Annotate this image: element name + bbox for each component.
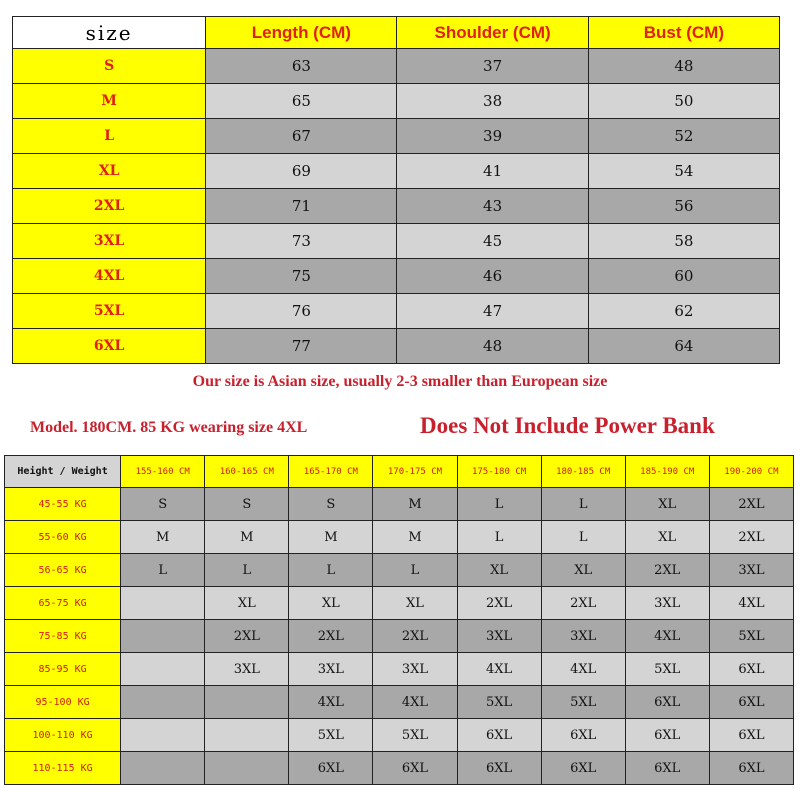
recommended-size-cell: XL	[625, 521, 709, 554]
recommended-size-cell: L	[121, 554, 205, 587]
recommended-size-cell: 4XL	[457, 653, 541, 686]
size-measurement-cell: 67	[206, 119, 397, 154]
size-row	[13, 294, 780, 329]
size-measurement-cell: 62	[588, 294, 779, 329]
size-measurement-cell: 52	[588, 119, 779, 154]
recommended-size-cell	[121, 719, 205, 752]
recommended-size-cell: S	[205, 488, 289, 521]
recommendation-row	[5, 686, 794, 719]
model-size-note: Model. 180CM. 85 KG wearing size 4XL	[30, 419, 308, 436]
size-label: S	[13, 49, 206, 84]
recommended-size-cell: 2XL	[709, 521, 793, 554]
recommendation-row	[5, 653, 794, 686]
size-measurement-cell: 69	[206, 154, 397, 189]
recommended-size-cell: 2XL	[373, 620, 457, 653]
size-measurement-cell: 76	[206, 294, 397, 329]
recommended-size-cell: 4XL	[709, 587, 793, 620]
recommended-size-cell: 5XL	[541, 686, 625, 719]
size-measurement-cell: 47	[397, 294, 588, 329]
size-measurement-cell: 65	[206, 84, 397, 119]
recommended-size-cell: 3XL	[709, 554, 793, 587]
recommended-size-cell: 5XL	[625, 653, 709, 686]
recommended-size-cell: 6XL	[625, 719, 709, 752]
recommended-size-cell	[121, 752, 205, 785]
recommendation-corner-label: Height / Weight	[5, 456, 121, 488]
recommended-size-cell: 5XL	[289, 719, 373, 752]
weight-label: 95-100 KG	[5, 686, 121, 719]
size-measurement-cell: 43	[397, 189, 588, 224]
weight-label: 45-55 KG	[5, 488, 121, 521]
recommended-size-cell: 3XL	[289, 653, 373, 686]
size-measurement-cell: 48	[397, 329, 588, 364]
recommendation-row	[5, 752, 794, 785]
size-measurement-cell: 50	[588, 84, 779, 119]
size-row	[13, 259, 780, 294]
recommended-size-cell: XL	[457, 554, 541, 587]
size-measurement-cell: 73	[206, 224, 397, 259]
size-measurement-cell: 75	[206, 259, 397, 294]
recommended-size-cell: XL	[205, 587, 289, 620]
height-column-header: 190-200 CM	[709, 456, 793, 488]
recommended-size-cell: 6XL	[457, 752, 541, 785]
size-measurement-cell: 41	[397, 154, 588, 189]
weight-label: 56-65 KG	[5, 554, 121, 587]
recommended-size-cell: XL	[373, 587, 457, 620]
size-measurement-cell: 38	[397, 84, 588, 119]
size-row	[13, 84, 780, 119]
size-measurement-cell: 39	[397, 119, 588, 154]
recommended-size-cell: L	[457, 488, 541, 521]
size-measurement-cell: 37	[397, 49, 588, 84]
weight-label: 100-110 KG	[5, 719, 121, 752]
recommended-size-cell	[121, 587, 205, 620]
recommended-size-cell: XL	[289, 587, 373, 620]
height-column-header: 175-180 CM	[457, 456, 541, 488]
recommended-size-cell: XL	[541, 554, 625, 587]
recommendation-row	[5, 620, 794, 653]
size-measurement-cell: 48	[588, 49, 779, 84]
size-label: XL	[13, 154, 206, 189]
recommendation-row	[5, 488, 794, 521]
size-chart-column-header: Length (CM)	[206, 17, 397, 49]
recommended-size-cell	[121, 620, 205, 653]
recommended-size-cell: L	[205, 554, 289, 587]
recommended-size-cell: 2XL	[289, 620, 373, 653]
size-label: L	[13, 119, 206, 154]
recommended-size-cell: 6XL	[709, 686, 793, 719]
recommended-size-cell: 6XL	[709, 719, 793, 752]
size-measurement-cell: 45	[397, 224, 588, 259]
recommended-size-cell: 3XL	[541, 620, 625, 653]
recommended-size-cell: S	[289, 488, 373, 521]
size-row	[13, 329, 780, 364]
weight-label: 65-75 KG	[5, 587, 121, 620]
recommended-size-cell	[205, 686, 289, 719]
size-measurement-cell: 60	[588, 259, 779, 294]
size-recommendation-table	[4, 455, 794, 785]
recommended-size-cell: 3XL	[457, 620, 541, 653]
recommended-size-cell: 6XL	[373, 752, 457, 785]
size-measurement-cell: 63	[206, 49, 397, 84]
size-row	[13, 119, 780, 154]
size-chart-header-row	[13, 17, 780, 49]
recommended-size-cell: 2XL	[205, 620, 289, 653]
size-measurement-cell: 71	[206, 189, 397, 224]
power-bank-note: Does Not Include Power Bank	[420, 413, 715, 438]
weight-label: 55-60 KG	[5, 521, 121, 554]
size-measurement-cell: 54	[588, 154, 779, 189]
recommended-size-cell: 2XL	[541, 587, 625, 620]
recommended-size-cell: M	[289, 521, 373, 554]
size-chart-corner-label: size	[13, 17, 206, 49]
size-label: 3XL	[13, 224, 206, 259]
height-column-header: 170-175 CM	[373, 456, 457, 488]
recommended-size-cell: 3XL	[373, 653, 457, 686]
recommended-size-cell: 4XL	[373, 686, 457, 719]
recommended-size-cell: M	[373, 521, 457, 554]
size-measurement-cell: 64	[588, 329, 779, 364]
recommended-size-cell: L	[373, 554, 457, 587]
recommended-size-cell: 5XL	[373, 719, 457, 752]
recommended-size-cell: 6XL	[541, 719, 625, 752]
recommended-size-cell: L	[541, 488, 625, 521]
recommendation-header-row	[5, 456, 794, 488]
height-column-header: 155-160 CM	[121, 456, 205, 488]
recommendation-row	[5, 554, 794, 587]
recommendation-row	[5, 719, 794, 752]
size-chart-column-header: Bust (CM)	[588, 17, 779, 49]
size-chart-table	[12, 16, 780, 364]
size-measurement-cell: 46	[397, 259, 588, 294]
recommended-size-cell: 6XL	[541, 752, 625, 785]
recommended-size-cell: XL	[625, 488, 709, 521]
size-row	[13, 189, 780, 224]
height-column-header: 165-170 CM	[289, 456, 373, 488]
recommended-size-cell: S	[121, 488, 205, 521]
recommendation-row	[5, 587, 794, 620]
height-column-header: 185-190 CM	[625, 456, 709, 488]
recommended-size-cell: 4XL	[289, 686, 373, 719]
size-row	[13, 154, 780, 189]
size-label: M	[13, 84, 206, 119]
size-row	[13, 49, 780, 84]
size-label: 4XL	[13, 259, 206, 294]
recommended-size-cell	[205, 752, 289, 785]
recommended-size-cell: 6XL	[457, 719, 541, 752]
recommended-size-cell: L	[541, 521, 625, 554]
recommended-size-cell: M	[205, 521, 289, 554]
recommended-size-cell: L	[457, 521, 541, 554]
recommended-size-cell: 6XL	[289, 752, 373, 785]
recommended-size-cell: 5XL	[709, 620, 793, 653]
recommended-size-cell	[205, 719, 289, 752]
size-measurement-cell: 56	[588, 189, 779, 224]
size-label: 6XL	[13, 329, 206, 364]
recommended-size-cell: 6XL	[625, 686, 709, 719]
height-column-header: 180-185 CM	[541, 456, 625, 488]
recommended-size-cell: L	[289, 554, 373, 587]
recommended-size-cell: 6XL	[625, 752, 709, 785]
recommended-size-cell: 4XL	[541, 653, 625, 686]
recommended-size-cell: M	[121, 521, 205, 554]
size-label: 2XL	[13, 189, 206, 224]
size-chart-column-header: Shoulder (CM)	[397, 17, 588, 49]
height-column-header: 160-165 CM	[205, 456, 289, 488]
recommended-size-cell: 5XL	[457, 686, 541, 719]
size-row	[13, 224, 780, 259]
recommended-size-cell: 2XL	[709, 488, 793, 521]
recommended-size-cell	[121, 686, 205, 719]
size-measurement-cell: 58	[588, 224, 779, 259]
recommended-size-cell: 2XL	[457, 587, 541, 620]
recommended-size-cell: 3XL	[205, 653, 289, 686]
recommended-size-cell	[121, 653, 205, 686]
recommended-size-cell: 2XL	[625, 554, 709, 587]
recommended-size-cell: 6XL	[709, 653, 793, 686]
recommended-size-cell: M	[373, 488, 457, 521]
recommended-size-cell: 3XL	[625, 587, 709, 620]
weight-label: 110-115 KG	[5, 752, 121, 785]
asian-size-note: Our size is Asian size, usually 2-3 smaller than European size	[192, 373, 608, 390]
recommendation-row	[5, 521, 794, 554]
recommended-size-cell: 6XL	[709, 752, 793, 785]
weight-label: 75-85 KG	[5, 620, 121, 653]
size-measurement-cell: 77	[206, 329, 397, 364]
recommended-size-cell: 4XL	[625, 620, 709, 653]
size-label: 5XL	[13, 294, 206, 329]
weight-label: 85-95 KG	[5, 653, 121, 686]
